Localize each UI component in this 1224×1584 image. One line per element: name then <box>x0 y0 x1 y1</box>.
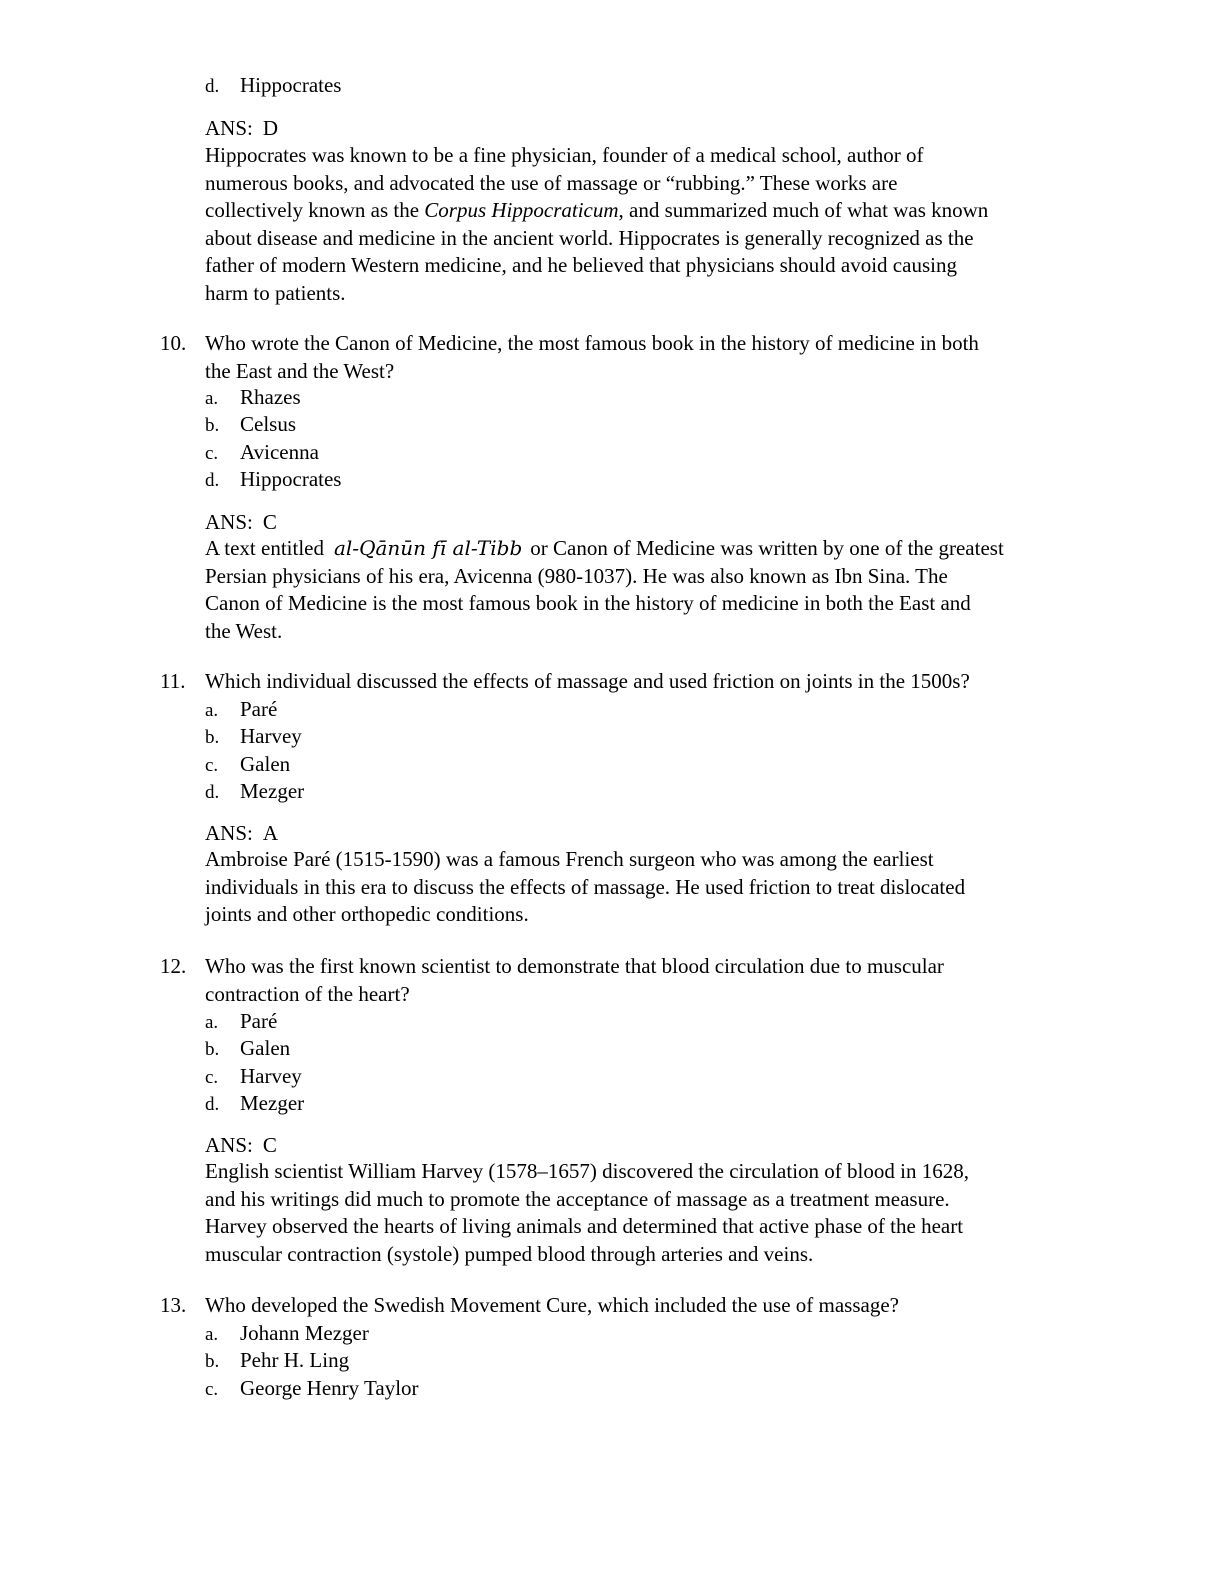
option-d <box>205 72 341 101</box>
option-letter: b. <box>205 727 220 748</box>
option-c <box>205 1063 302 1092</box>
option-letter: b. <box>205 415 220 436</box>
explanation <box>205 846 1105 929</box>
option-text: Avicenna <box>240 440 319 464</box>
explanation-line: Canon of Medicine is the most famous book in the history of medicine in both the East and <box>205 591 971 615</box>
option-c <box>205 1375 419 1404</box>
option-a <box>205 696 277 725</box>
option-letter: d. <box>205 76 220 97</box>
option-d <box>205 1090 304 1119</box>
question-number: 12. <box>160 954 187 978</box>
answer-value: D <box>262 116 279 140</box>
explanation <box>205 1158 1105 1268</box>
answer-label: ANS: <box>205 1133 253 1157</box>
option-c <box>205 439 319 468</box>
option-a <box>205 1320 369 1349</box>
answer-label: ANS: <box>205 821 253 845</box>
book-title: Corpus Hippocraticum <box>424 198 619 222</box>
explanation-line: muscular contraction (systole) pumped blood through arteries and veins. <box>205 1241 814 1266</box>
option-text: Rhazes <box>240 385 301 409</box>
question-line: the East and the West? <box>205 358 395 383</box>
question-line: contraction of the heart? <box>205 981 410 1006</box>
explanation-line: joints and other orthopedic conditions. <box>205 902 529 926</box>
question-line: Which individual discussed the effects of massage and used friction on joints in the 1500s? <box>205 669 970 693</box>
explanation-line: and his writings did much to promote the acceptance of massage as a treatment measure. <box>205 1186 950 1211</box>
answer-line <box>205 509 277 537</box>
option-text: Celsus <box>240 412 297 436</box>
question-text <box>205 330 1105 385</box>
explanation-line: numerous books, and advocated the use of massage or “rubbing.” These works are <box>205 170 898 195</box>
question-line: Who developed the Swedish Movement Cure, which included the use of massage? <box>205 1293 899 1317</box>
option-text: George Henry Taylor <box>240 1376 419 1400</box>
option-text: Pehr H. Ling <box>240 1348 350 1372</box>
option-b <box>205 1035 290 1064</box>
option-letter: d. <box>205 470 220 491</box>
option-a <box>205 1008 277 1037</box>
answer-value: A <box>262 821 279 845</box>
option-text: Harvey <box>240 1064 302 1088</box>
option-b <box>205 1347 349 1376</box>
explanation-line: Persian physicians of his era, Avicenna (980-1037). He was also known as Ibn Sina. The <box>205 563 948 588</box>
explanation-line: about disease and medicine in the ancient world. Hippocrates is generally recognized as the <box>205 225 974 250</box>
option-letter: a. <box>205 1324 219 1345</box>
option-text: Paré <box>240 1009 278 1033</box>
explanation-line: individuals in this era to discuss the effects of massage. He used friction to treat dislocated <box>205 874 966 899</box>
option-d <box>205 466 341 495</box>
option-text: Harvey <box>240 724 302 748</box>
option-text: Mezger <box>240 779 305 803</box>
question-text <box>205 953 1105 1008</box>
option-letter: c. <box>205 755 219 776</box>
question-line: Who was the first known scientist to demonstrate that blood circulation due to muscular <box>205 954 944 978</box>
option-d <box>205 778 304 807</box>
answer-line <box>205 820 278 848</box>
option-text: Hippocrates <box>240 467 342 491</box>
explanation-line: the West. <box>205 618 283 643</box>
answer-label: ANS: <box>205 116 253 140</box>
explanation-text: A text entitled <box>205 536 324 560</box>
explanation-text: or Canon of Medicine was written by one of the greatest <box>530 536 1004 560</box>
option-text: Johann Mezger <box>240 1321 369 1345</box>
option-letter: d. <box>205 782 220 803</box>
option-text: Galen <box>240 1036 291 1060</box>
option-letter: a. <box>205 700 219 721</box>
explanation-text: collectively known as the <box>205 198 425 222</box>
option-text: Mezger <box>240 1091 305 1115</box>
option-letter: b. <box>205 1039 220 1060</box>
option-a <box>205 384 301 413</box>
option-letter: c. <box>205 1379 219 1400</box>
question-line: Who wrote the Canon of Medicine, the most famous book in the history of medicine in both <box>205 331 979 355</box>
question-text <box>205 1292 1105 1320</box>
explanation-line: harm to patients. <box>205 280 346 305</box>
book-title: al-Qānūn fī al-Tibb <box>333 536 523 560</box>
option-text: Paré <box>240 697 278 721</box>
option-letter: c. <box>205 1067 219 1088</box>
option-letter: a. <box>205 388 219 409</box>
question-number: 13. <box>160 1293 187 1317</box>
option-letter: a. <box>205 1012 219 1033</box>
option-letter: c. <box>205 443 219 464</box>
explanation-line: Ambroise Paré (1515-1590) was a famous French surgeon who was among the earliest <box>205 847 934 871</box>
question-number: 10. <box>160 331 187 355</box>
explanation-text: , and summarized much of what was known <box>618 198 989 222</box>
explanation-line: father of modern Western medicine, and he believed that physicians should avoid causing <box>205 253 957 277</box>
option-letter: d. <box>205 1094 220 1115</box>
explanation-line: Harvey observed the hearts of living animals and determined that active phase of the heart <box>205 1214 964 1238</box>
answer-value: C <box>262 510 277 534</box>
answer-value: C <box>262 1133 277 1157</box>
explanation-line: English scientist William Harvey (1578–1657) discovered the circulation of blood in 1628, <box>205 1159 969 1183</box>
explanation-line <box>205 535 1105 563</box>
option-b <box>205 723 302 752</box>
explanation <box>205 535 1105 645</box>
answer-line <box>205 115 278 143</box>
answer-label: ANS: <box>205 510 253 534</box>
answer-line <box>205 1132 277 1160</box>
explanation-line: Hippocrates was known to be a fine physician, founder of a medical school, author of <box>205 143 924 167</box>
option-b <box>205 411 296 440</box>
explanation <box>205 142 1105 307</box>
option-c <box>205 751 290 780</box>
option-text: Galen <box>240 752 291 776</box>
explanation-line <box>205 197 1105 225</box>
question-text <box>205 668 1105 696</box>
question-number: 11. <box>160 669 186 693</box>
option-letter: b. <box>205 1351 220 1372</box>
option-text: Hippocrates <box>240 73 342 97</box>
